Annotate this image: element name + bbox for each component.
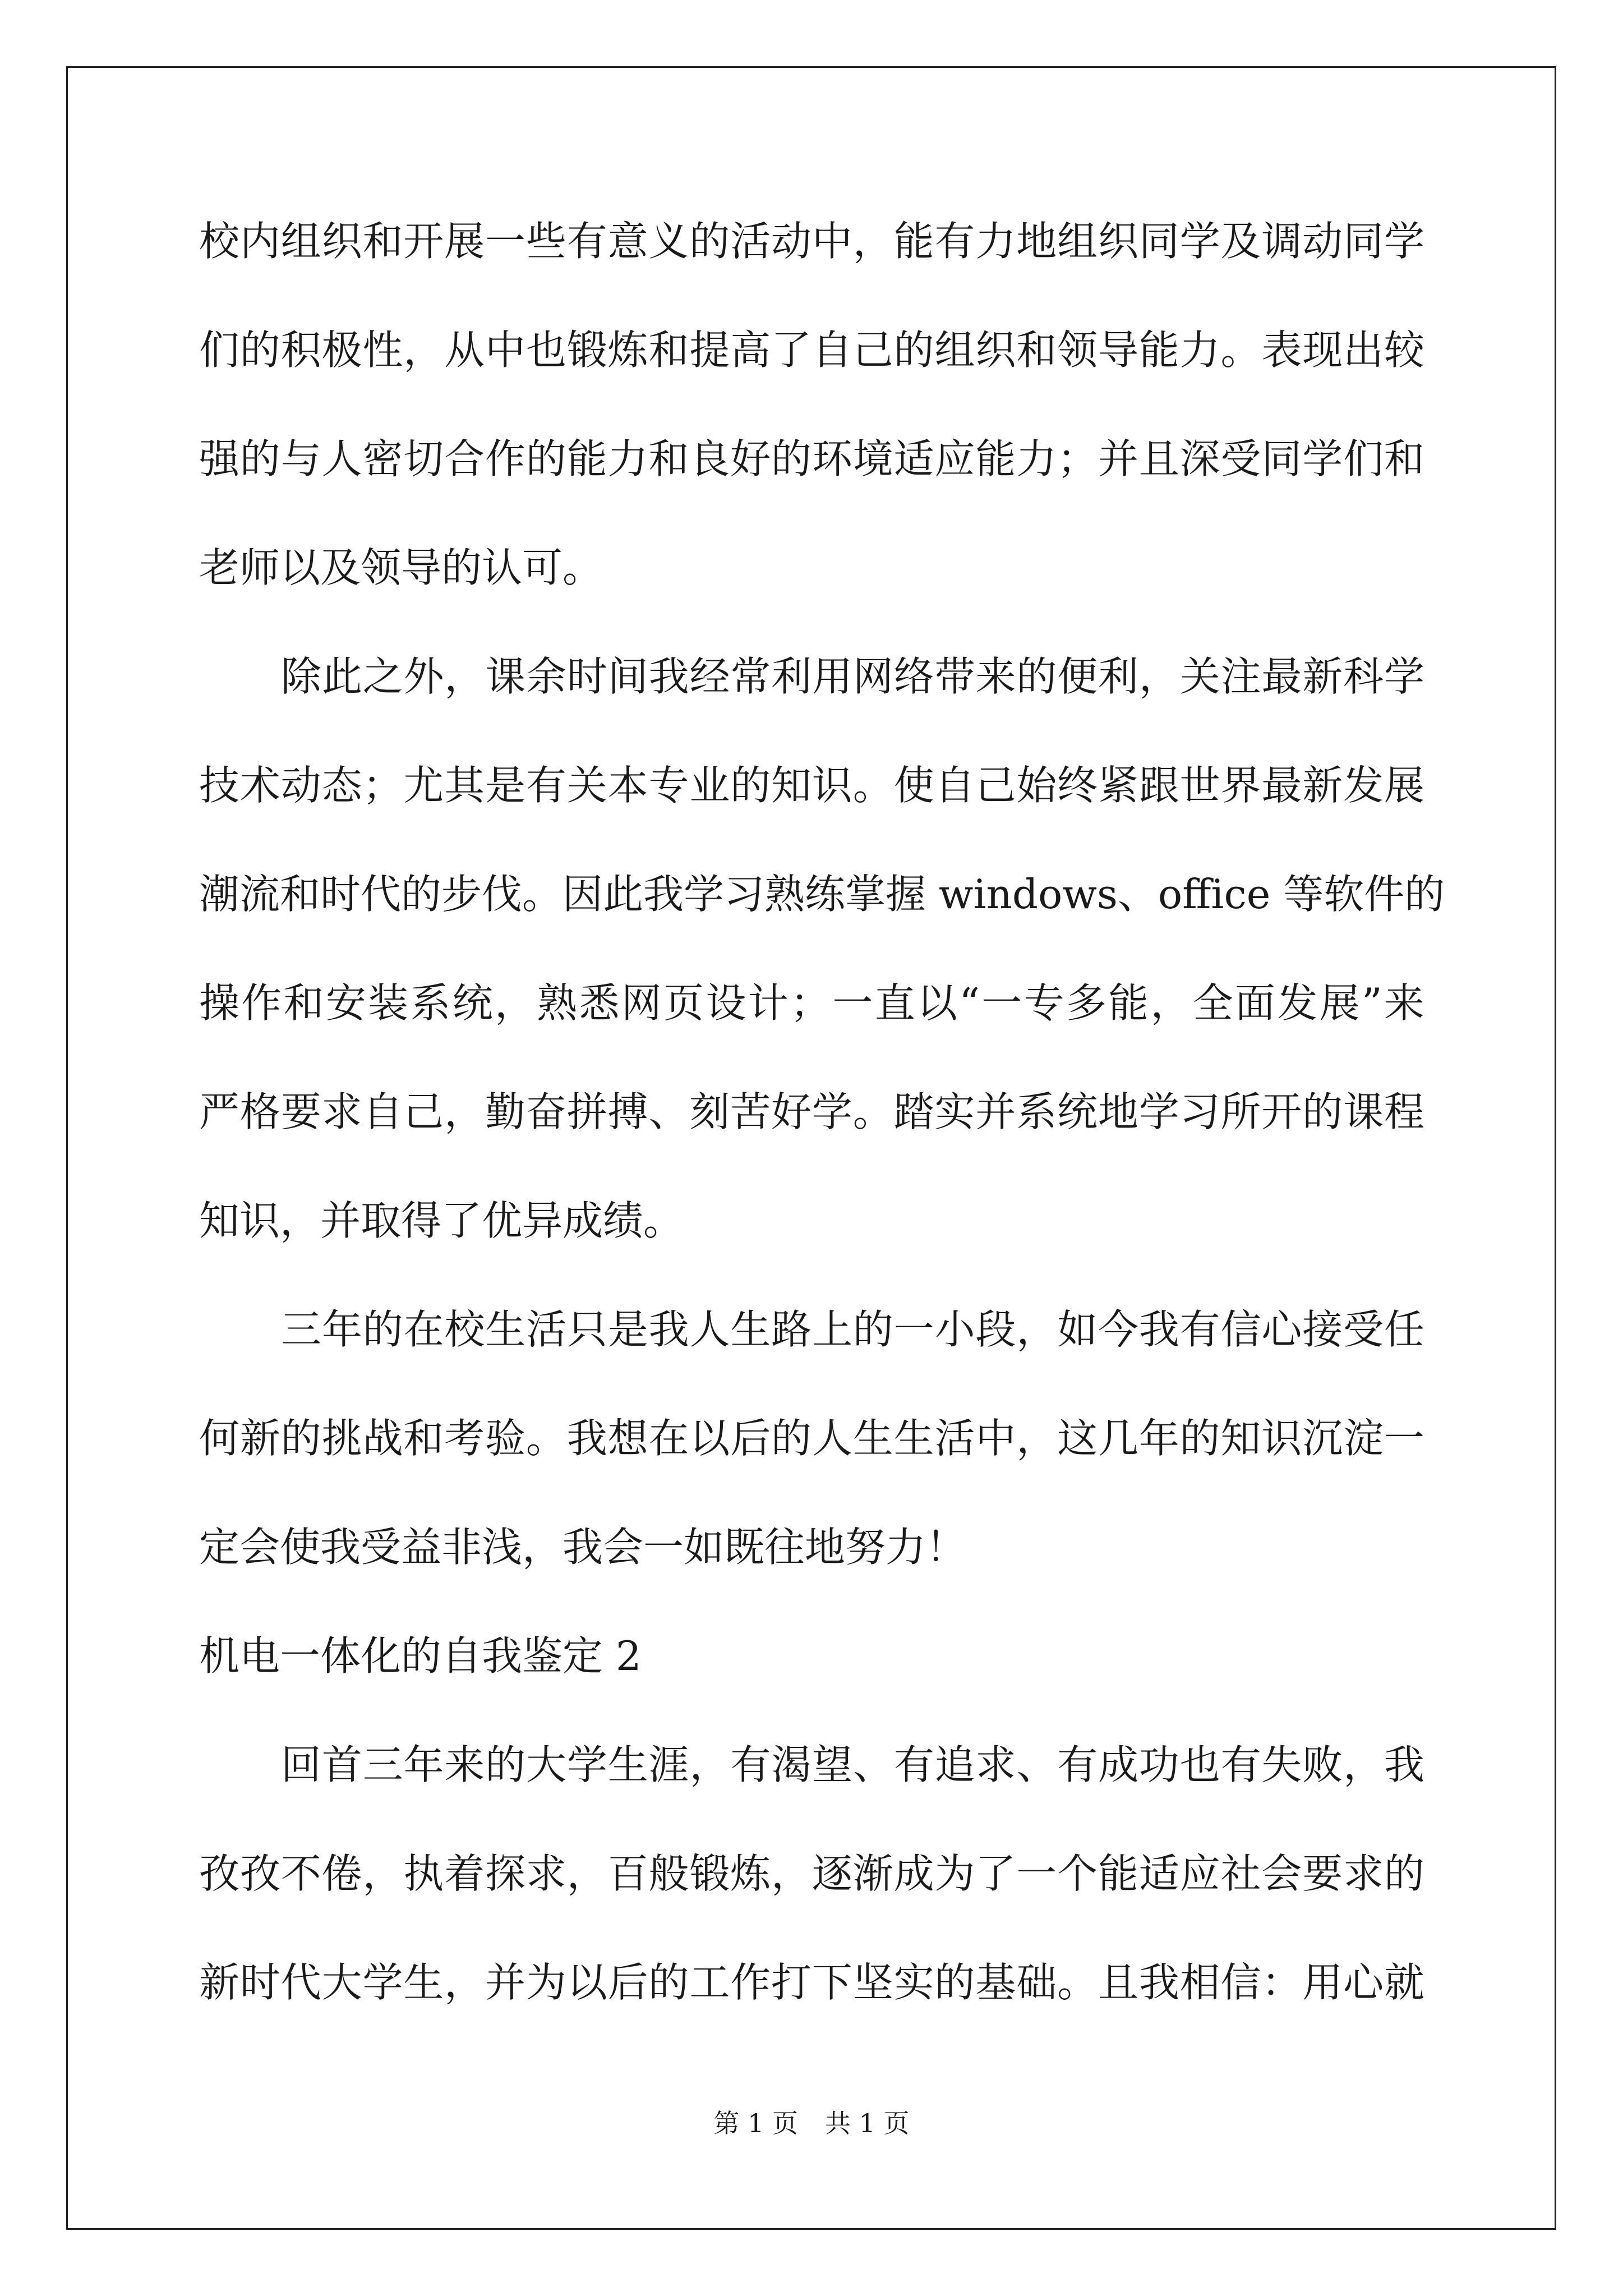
text-line-7: 潮流和时代的步伐。因此我学习熟练掌握 windows、office 等软件的 <box>199 871 1445 918</box>
text-line-5: 除此之外，课余时间我经常利用网络带来的便利，关注最新科学 <box>281 653 1424 700</box>
text-line-4: 老师以及领导的认可。 <box>199 544 603 591</box>
page-footer <box>0 2106 1623 2140</box>
text-line-3: 强的与人密切合作的能力和良好的环境适应能力；并且深受同学们和 <box>199 435 1424 482</box>
text-line-12: 何新的挑战和考验。我想在以后的人生生活中，这几年的知识沉淀一 <box>199 1415 1424 1462</box>
document-body <box>199 208 1445 2058</box>
text-line-16: 孜孜不倦，执着探求，百般锻炼，逐渐成为了一个能适应社会要求的 <box>199 1850 1424 1897</box>
text-line-11: 三年的在校生活只是我人生路上的一小段，如今我有信心接受任 <box>281 1306 1424 1353</box>
text-line-2: 们的积极性，从中也锻炼和提高了自己的组织和领导能力。表现出较 <box>199 326 1424 374</box>
text-line-9: 严格要求自己，勤奋拼搏、刻苦好学。踏实并系统地学习所开的课程 <box>199 1088 1424 1135</box>
text-line-1: 校内组织和开展一些有意义的活动中，能有力地组织同学及调动同学 <box>199 218 1424 265</box>
text-line-6: 技术动态；尤其是有关本专业的知识。使自己始终紧跟世界最新发展 <box>199 762 1424 809</box>
section-heading: 机电一体化的自我鉴定 2 <box>199 1632 642 1680</box>
text-line-17: 新时代大学生，并为以后的工作打下坚实的基础。且我相信：用心就 <box>199 1959 1424 2006</box>
text-line-13: 定会使我受益非浅，我会一如既往地努力！ <box>199 1524 967 1571</box>
text-line-15: 回首三年来的大学生涯，有渴望、有追求、有成功也有失败，我 <box>281 1741 1424 1788</box>
text-line-8: 操作和安装系统，熟悉网页设计；一直以“一专多能，全面发展”来 <box>199 979 1424 1027</box>
page-total: 共 1 页 <box>825 2108 910 2138</box>
page-number: 第 1 页 <box>713 2108 798 2138</box>
text-line-10: 知识，并取得了优异成绩。 <box>199 1197 684 1244</box>
